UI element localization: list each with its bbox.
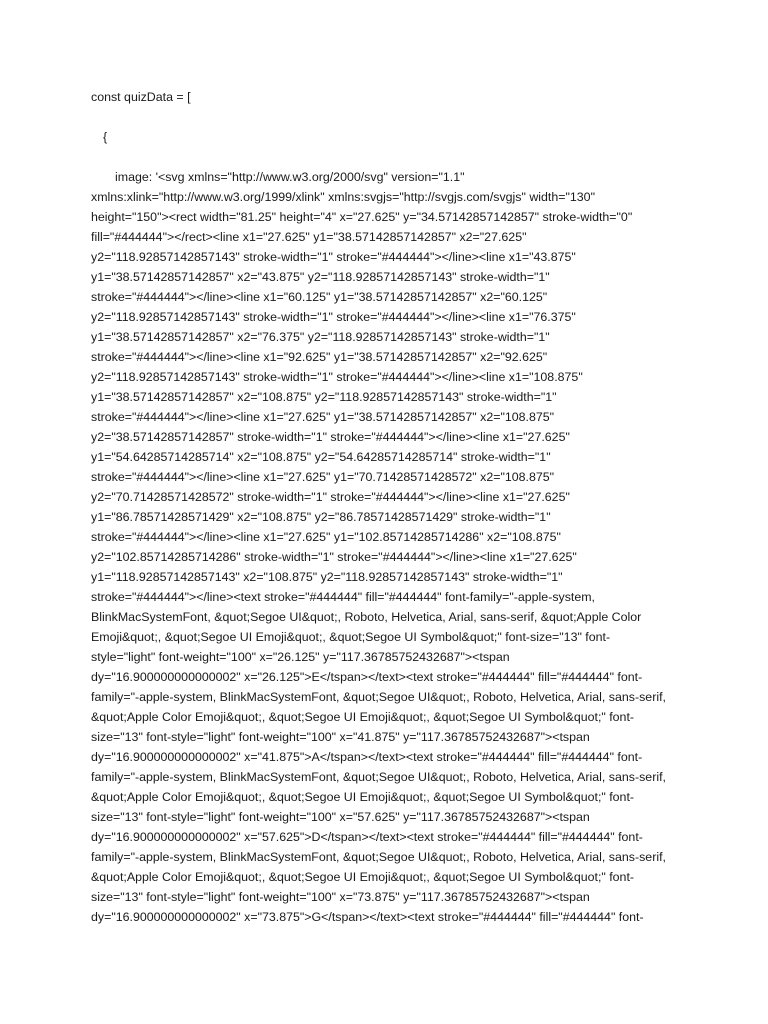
code-line: size="13" font-style="light" font-weight="100" x="41.875" y="117.36785752432687"><tspan bbox=[91, 730, 590, 744]
code-line: const quizData = [ bbox=[91, 90, 191, 104]
code-line: y2="118.92857142857143" stroke-width="1" stroke="#444444"></line><line x1="43.875" bbox=[91, 250, 576, 264]
code-line: dy="16.900000000000002" x="26.125">E</tspan></text><text stroke="#444444" fill="#444444" font- bbox=[91, 670, 643, 684]
code-line: family="-apple-system, BlinkMacSystemFont, &quot;Segoe UI&quot;, Roboto, Helvetica, Arial, sans-serif, bbox=[91, 770, 666, 784]
code-line: stroke="#444444"></line><line x1="92.625" y1="38.57142857142857" x2="92.625" bbox=[91, 350, 548, 364]
code-line: style="light" font-weight="100" x="26.125" y="117.36785752432687"><tspan bbox=[91, 650, 510, 664]
code-line: { bbox=[103, 130, 108, 144]
code-line: BlinkMacSystemFont, &quot;Segoe UI&quot;, Roboto, Helvetica, Arial, sans-serif, &quot;Apple Color bbox=[91, 610, 642, 624]
code-line: xmlns:xlink="http://www.w3.org/1999/xlink" xmlns:svgjs="http://svgjs.com/svgjs" width="130" bbox=[91, 190, 595, 204]
code-line: dy="16.900000000000002" x="57.625">D</tspan></text><text stroke="#444444" fill="#444444" font- bbox=[91, 830, 643, 844]
code-line: dy="16.900000000000002" x="73.875">G</tspan></text><text stroke="#444444" fill="#444444" font- bbox=[91, 910, 644, 924]
code-line: family="-apple-system, BlinkMacSystemFont, &quot;Segoe UI&quot;, Roboto, Helvetica, Arial, sans-serif, bbox=[91, 850, 666, 864]
code-line: stroke="#444444"></line><line x1="27.625" y1="102.85714285714286" x2="108.875" bbox=[91, 530, 561, 544]
code-line: family="-apple-system, BlinkMacSystemFont, &quot;Segoe UI&quot;, Roboto, Helvetica, Arial, sans-serif, bbox=[91, 690, 666, 704]
code-line: fill="#444444"></rect><line x1="27.625" y1="38.57142857142857" x2="27.625" bbox=[91, 230, 527, 244]
code-line: image: '<svg xmlns="http://www.w3.org/2000/svg" version="1.1" bbox=[115, 170, 465, 184]
code-line: height="150"><rect width="81.25" height="4" x="27.625" y="34.57142857142857" stroke-width="0" bbox=[91, 210, 633, 224]
code-line: size="13" font-style="light" font-weight="100" x="57.625" y="117.36785752432687"><tspan bbox=[91, 810, 590, 824]
blank-line bbox=[91, 147, 691, 167]
code-line: y1="38.57142857142857" x2="43.875" y2="118.92857142857143" stroke-width="1" bbox=[91, 270, 550, 284]
document-body bbox=[91, 87, 691, 927]
code-line: y2="118.92857142857143" stroke-width="1" stroke="#444444"></line><line x1="108.875" bbox=[91, 370, 583, 384]
code-line: Emoji&quot;, &quot;Segoe UI Emoji&quot;, &quot;Segoe UI Symbol&quot;" font-size="13" font- bbox=[91, 630, 611, 644]
code-line: y1="86.78571428571429" x2="108.875" y2="86.78571428571429" stroke-width="1" bbox=[91, 510, 551, 524]
code-line: y1="38.57142857142857" x2="108.875" y2="118.92857142857143" stroke-width="1" bbox=[91, 390, 557, 404]
code-line: y1="54.64285714285714" x2="108.875" y2="54.64285714285714" stroke-width="1" bbox=[91, 450, 551, 464]
code-line: stroke="#444444"></line><line x1="27.625" y1="70.71428571428572" x2="108.875" bbox=[91, 470, 555, 484]
code-line: stroke="#444444"></line><line x1="60.125" y1="38.57142857142857" x2="60.125" bbox=[91, 290, 548, 304]
code-line: y2="118.92857142857143" stroke-width="1" stroke="#444444"></line><line x1="76.375" bbox=[91, 310, 576, 324]
code-line: y2="38.57142857142857" stroke-width="1" stroke="#444444"></line><line x1="27.625" bbox=[91, 430, 570, 444]
code-line: y2="102.85714285714286" stroke-width="1" stroke="#444444"></line><line x1="27.625" bbox=[91, 550, 577, 564]
code-line: &quot;Apple Color Emoji&quot;, &quot;Segoe UI Emoji&quot;, &quot;Segoe UI Symbol&quot;" font- bbox=[91, 870, 635, 884]
code-line: stroke="#444444"></line><text stroke="#444444" fill="#444444" font-family="-apple-system, bbox=[91, 590, 596, 604]
code-line: y1="118.92857142857143" x2="108.875" y2="118.92857142857143" stroke-width="1" bbox=[91, 570, 563, 584]
code-line: stroke="#444444"></line><line x1="27.625" y1="38.57142857142857" x2="108.875" bbox=[91, 410, 555, 424]
code-line: size="13" font-style="light" font-weight="100" x="73.875" y="117.36785752432687"><tspan bbox=[91, 890, 590, 904]
code-line: y2="70.71428571428572" stroke-width="1" stroke="#444444"></line><line x1="27.625" bbox=[91, 490, 570, 504]
code-line: dy="16.900000000000002" x="41.875">A</tspan></text><text stroke="#444444" fill="#444444" font- bbox=[91, 750, 643, 764]
blank-line bbox=[91, 107, 691, 127]
code-line: &quot;Apple Color Emoji&quot;, &quot;Segoe UI Emoji&quot;, &quot;Segoe UI Symbol&quot;" font- bbox=[91, 710, 635, 724]
code-line: y1="38.57142857142857" x2="76.375" y2="118.92857142857143" stroke-width="1" bbox=[91, 330, 550, 344]
code-line: &quot;Apple Color Emoji&quot;, &quot;Segoe UI Emoji&quot;, &quot;Segoe UI Symbol&quot;" font- bbox=[91, 790, 635, 804]
